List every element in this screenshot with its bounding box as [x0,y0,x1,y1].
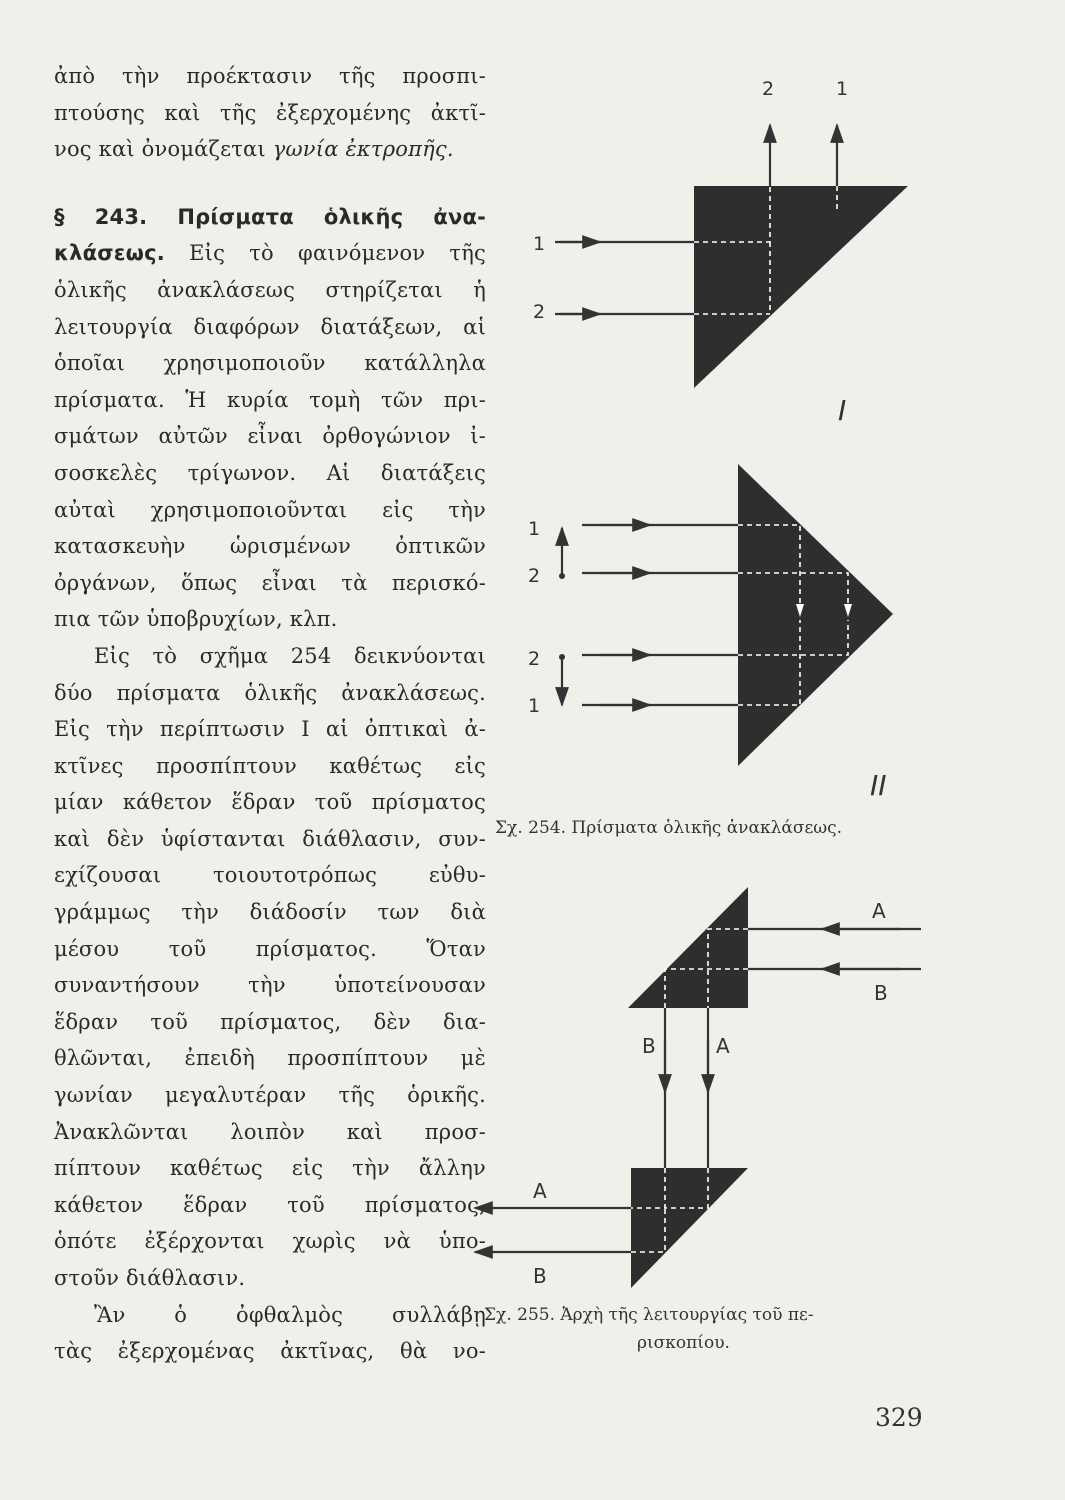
figure-label-ii: II [870,769,887,802]
figure-caption-255-cont: ρισκοπίου. [637,1333,730,1353]
text-line: Ἂν ὁ ὀφθαλμὸς συλλάβῃ [94,1302,486,1327]
text-line: τὰς ἐξερχομένας ἀκτῖνας, θὰ νο- [54,1339,486,1364]
periscope-top-prism [628,887,748,1008]
text-line: ὁλικῆς ἀνακλάσεως στηρίζεται ἡ [54,277,486,302]
prism-ii [738,464,893,766]
text-line: μίαν κάθετον ἕδραν τοῦ πρίσματος [54,790,486,815]
text-line: πτούσης καὶ τῆς ἐξερχομένης ἀκτῖ- [54,100,486,125]
ray-label-a: A [716,1034,730,1058]
ray-label-2-out: 2 [762,78,775,100]
text-line: συναντήσουν τὴν ὑποτείνουσαν [54,973,486,998]
text-line: πρίσματα. Ἡ κυρία τομὴ τῶν πρι- [54,387,486,412]
text-line: γωνίαν μεγαλυτέραν τῆς ὁρικῆς. [54,1083,486,1108]
text-line: Ἀνακλῶνται λοιπὸν καὶ προσ- [54,1119,486,1144]
text-line: ἀπὸ τὴν προέκτασιν τῆς προσπι- [54,64,486,88]
ray-label-1: 1 [528,695,541,717]
ray-label-2: 2 [528,648,541,670]
ray-label-2: 2 [533,301,546,323]
ray-label-a: A [872,899,886,923]
text-line: πια τῶν ὑποβρυχίων, κλπ. [54,607,338,632]
text-line: κτῖνες προσπίπτουν καθέτως εἰς [54,753,486,778]
text-line: καὶ δὲν ὑφίστανται διάθλασιν, συν- [54,826,486,851]
term-emphasis: γωνία ἐκτροπῆς. [272,137,454,162]
ray-label-b: B [533,1264,547,1288]
text-line: εχίζουσαι τοιουτοτρόπως εὐθυ- [54,863,486,888]
text-line: γράμμως τὴν διάδοσίν των διὰ [54,900,486,925]
text-line: Εἰς τὴν περίπτωσιν Ι αἱ ὀπτικαὶ ἀ- [54,717,486,742]
ray-label-b: B [642,1034,656,1058]
text-line: θλῶνται, ἐπειδὴ προσπίπτουν μὲ [54,1046,486,1071]
text-line: σμάτων αὐτῶν εἶναι ὀρθογώνιον ἰ- [54,424,486,449]
text-line: ὁποῖαι χρησιμοποιοῦν κατάλληλα [54,351,486,376]
text-line: λειτουργία διαφόρων διατάξεων, αἱ [54,314,486,339]
text-span: νος καὶ ὀνομάζεται [54,137,273,162]
ray-label-b: B [874,981,888,1005]
periscope-bottom-prism [631,1168,748,1288]
text-line: στοῦν διάθλασιν. [54,1266,246,1290]
text-line: μέσου τοῦ πρίσματος. Ὅταν [54,936,486,961]
prism-i [694,186,908,388]
ray-label-a: A [533,1179,547,1203]
figure-caption-254: Σχ. 254. Πρίσματα ὁλικῆς ἀνακλάσεως. [495,818,843,838]
figure-caption-255: Σχ. 255. Ἀρχὴ τῆς λειτουργίας τοῦ πε- [484,1305,814,1325]
rays-ii [562,525,738,705]
text-line: αὐταὶ χρησιμοποιοῦνται εἰς τὴν [54,497,486,522]
section-heading: § 243. Πρίσματα ὁλικῆς ἀνα- [54,204,486,229]
text-span: Εἰς τὸ φαινόμενον τῆς [164,241,486,266]
text-line: ἕδραν τοῦ πρίσματος, δὲν δια- [54,1009,486,1034]
section-heading-cont: κλάσεως. [54,241,165,266]
ray-label-2: 2 [528,565,541,587]
text-line: δύο πρίσματα ὁλικῆς ἀνακλάσεως. [54,680,486,705]
page-number: 329 [875,1403,923,1432]
text-line: Εἰς τὸ σχῆμα 254 δεικνύονται [94,643,486,668]
ray-label-1: 1 [533,233,546,255]
ray-label-1-out: 1 [836,78,849,100]
text-line: κάθετον ἕδραν τοῦ πρίσματος, [54,1192,486,1217]
text-line: ὀργάνων, ὅπως εἶναι τὰ περισκό- [54,570,486,595]
figure-label-i: I [838,394,847,427]
text-line: πίπτουν καθέτως εἰς τὴν ἄλλην [54,1156,486,1181]
text-line: σοσκελὲς τρίγωνον. Αἱ διατάξεις [54,460,486,485]
text-line: ὁπότε ἐξέρχονται χωρὶς νὰ ὑπο- [54,1229,486,1254]
text-line: κατασκευὴν ὡρισμένων ὀπτικῶν [54,534,486,559]
ray-label-1: 1 [528,518,541,540]
